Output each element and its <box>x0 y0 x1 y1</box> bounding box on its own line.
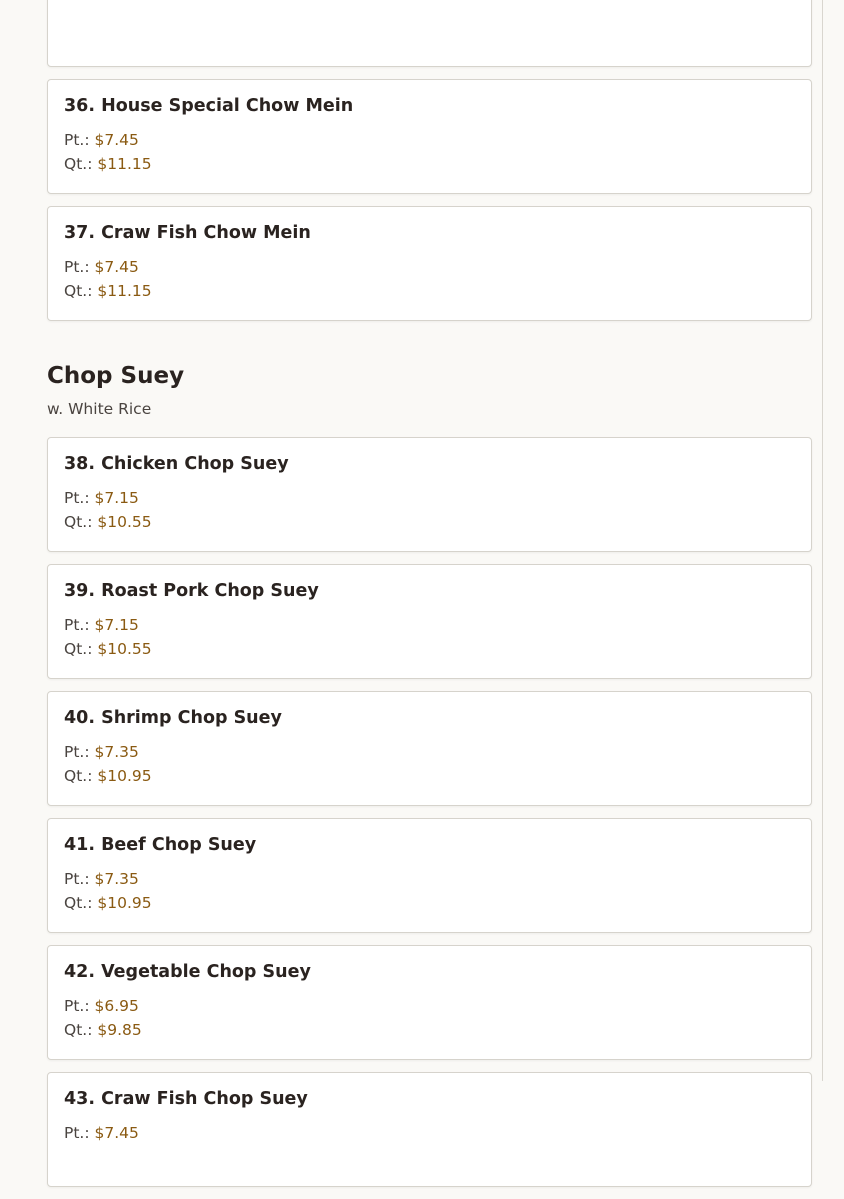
menu-item-card[interactable] <box>47 437 812 552</box>
pint-label: Pt.: <box>64 743 90 761</box>
pint-price-line <box>64 994 795 1018</box>
menu-item-card[interactable] <box>47 945 812 1060</box>
pint-label: Pt.: <box>64 131 90 149</box>
menu-item-title: 36. House Special Chow Mein <box>64 96 354 116</box>
quart-price: $11.15 <box>97 282 152 300</box>
quart-price: $10.95 <box>97 767 152 785</box>
quart-price-line <box>64 1018 795 1042</box>
menu-item-title: 43. Craw Fish Chop Suey <box>64 1089 308 1109</box>
pint-label: Pt.: <box>64 258 90 276</box>
pint-price: $7.35 <box>94 743 139 761</box>
menu-item-title: 37. Craw Fish Chow Mein <box>64 223 311 243</box>
quart-label: Qt.: <box>64 640 93 658</box>
section-spacer <box>47 333 812 361</box>
menu-item-title: 38. Chicken Chop Suey <box>64 454 289 474</box>
pint-price: $7.45 <box>94 131 139 149</box>
quart-price-line <box>64 510 795 534</box>
quart-price: $10.95 <box>97 894 152 912</box>
pint-price-line <box>64 867 795 891</box>
pint-price: $7.45 <box>94 1124 139 1142</box>
section-title: Chop Suey <box>47 363 185 389</box>
page-edge-divider <box>822 0 823 1081</box>
quart-label: Qt.: <box>64 767 93 785</box>
menu-item-card[interactable] <box>47 79 812 194</box>
pint-price: $7.15 <box>94 616 139 634</box>
pint-label: Pt.: <box>64 1124 90 1142</box>
pint-label: Pt.: <box>64 489 90 507</box>
menu-item-card[interactable] <box>47 206 812 321</box>
menu-item-card[interactable] <box>47 1072 812 1187</box>
quart-price-line <box>64 152 795 176</box>
menu-item-title: 41. Beef Chop Suey <box>64 835 257 855</box>
pint-price: $7.15 <box>94 489 139 507</box>
pint-price-line <box>64 613 795 637</box>
pint-price-line <box>64 128 795 152</box>
quart-price-line <box>64 637 795 661</box>
section-subtitle: w. White Rice <box>47 400 152 418</box>
quart-label: Qt.: <box>64 513 93 531</box>
quart-price: $10.55 <box>97 640 152 658</box>
menu-item-card[interactable] <box>47 0 812 67</box>
quart-price: $9.85 <box>97 1021 142 1039</box>
menu-content <box>47 0 812 1199</box>
menu-item-title: 39. Roast Pork Chop Suey <box>64 581 319 601</box>
pint-price: $6.95 <box>94 997 139 1015</box>
quart-label: Qt.: <box>64 1021 93 1039</box>
menu-item-card[interactable] <box>47 691 812 806</box>
pint-price: $7.45 <box>94 258 139 276</box>
pint-label: Pt.: <box>64 997 90 1015</box>
menu-item-title: 42. Vegetable Chop Suey <box>64 962 311 982</box>
pint-label: Pt.: <box>64 616 90 634</box>
menu-item-title: 40. Shrimp Chop Suey <box>64 708 282 728</box>
menu-item-card[interactable] <box>47 564 812 679</box>
quart-label: Qt.: <box>64 155 93 173</box>
menu-item-card[interactable] <box>47 818 812 933</box>
quart-label: Qt.: <box>64 894 93 912</box>
pint-price-line <box>64 486 795 510</box>
pint-price-line <box>64 255 795 279</box>
pint-label: Pt.: <box>64 870 90 888</box>
quart-price: $10.55 <box>97 513 152 531</box>
pint-price-line <box>64 740 795 764</box>
quart-label: Qt.: <box>64 282 93 300</box>
pint-price: $7.35 <box>94 870 139 888</box>
pint-price-line <box>64 1121 795 1145</box>
quart-price-line <box>64 764 795 788</box>
quart-price-line <box>64 279 795 303</box>
quart-price-line <box>64 891 795 915</box>
quart-price: $11.15 <box>97 155 152 173</box>
